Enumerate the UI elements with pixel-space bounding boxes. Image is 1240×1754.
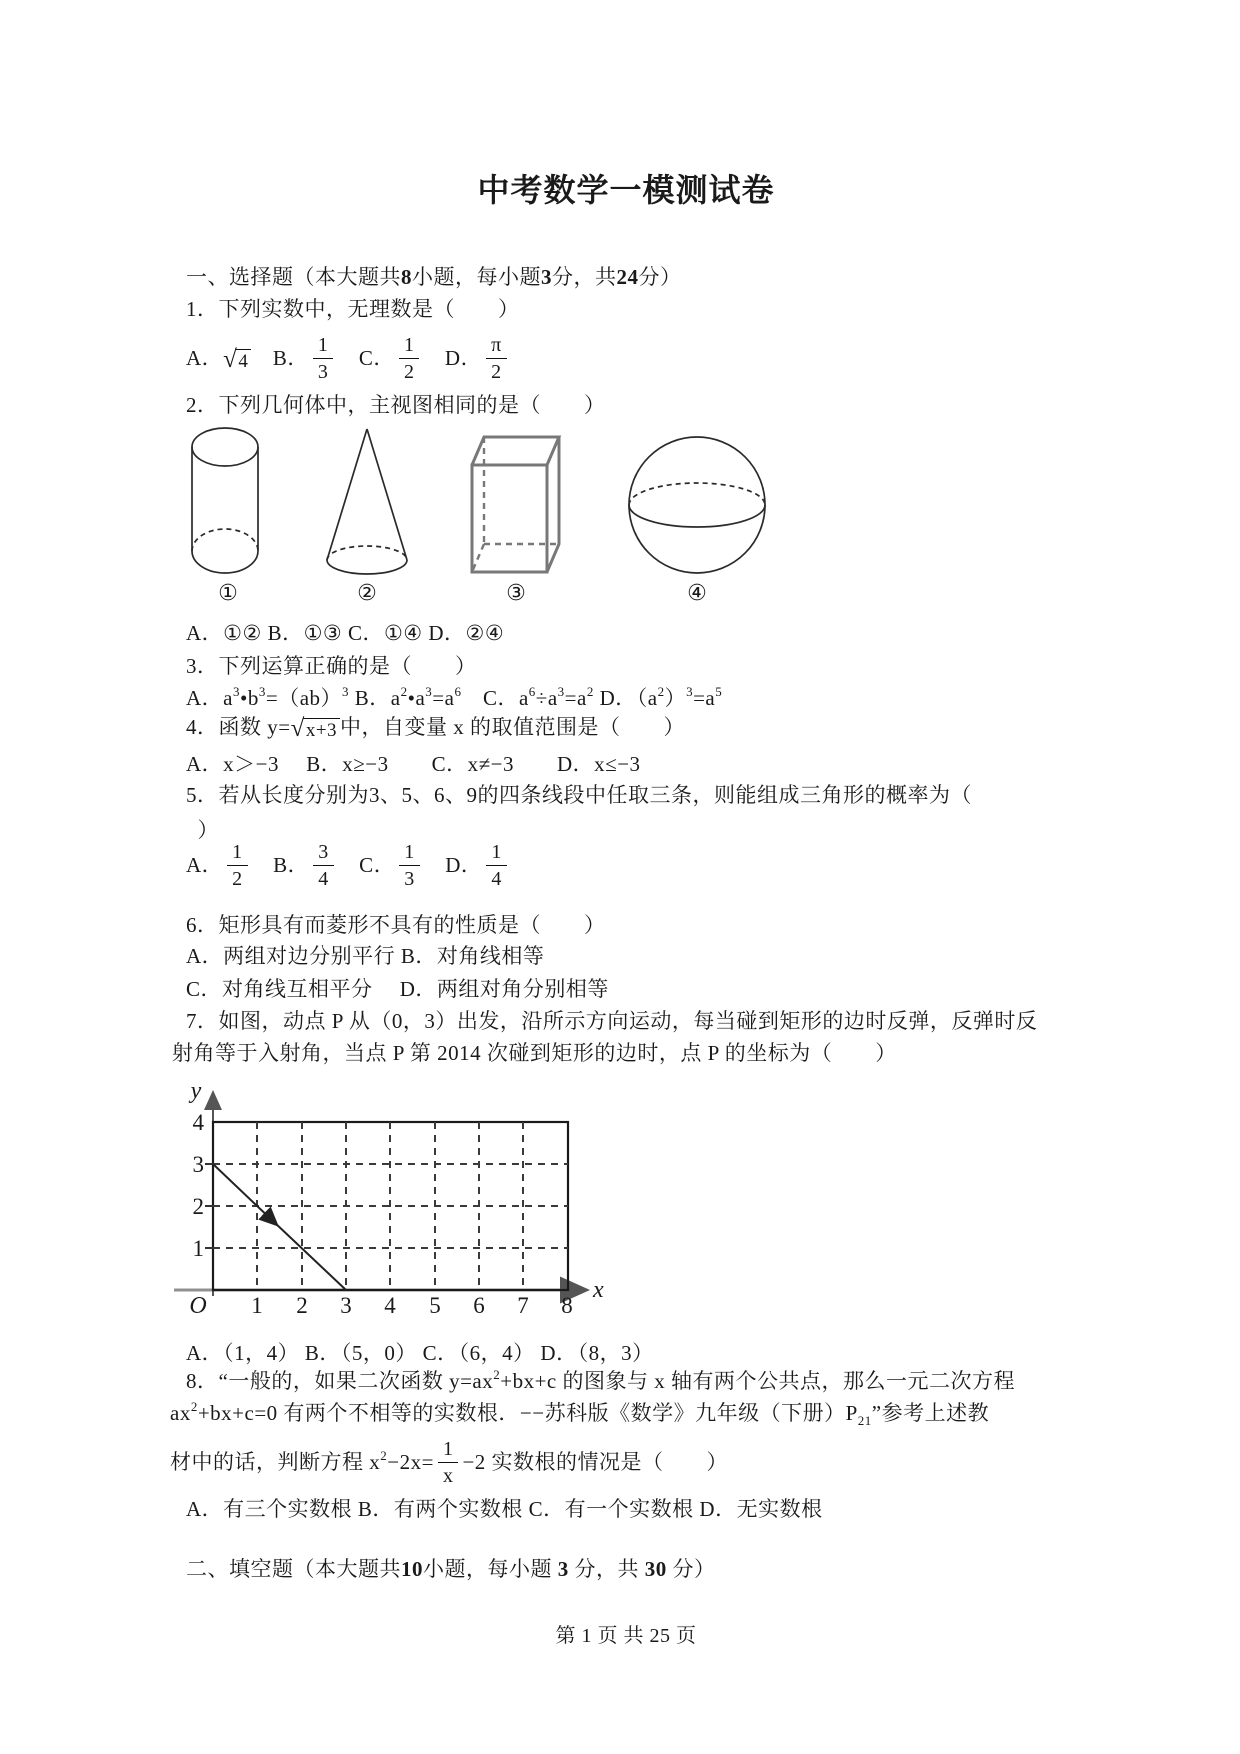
- point-path: [213, 1164, 346, 1290]
- question-1: 1．下列实数中，无理数是（ ）: [186, 297, 520, 321]
- x-tick: 6: [473, 1293, 485, 1318]
- x-axis-label: x: [593, 1277, 604, 1303]
- section-2-header: 二、填空题（本大题共10小题，每小题 3 分，共 30 分）: [186, 1557, 716, 1581]
- page-footer: 第 1 页 共 25 页: [555, 1625, 697, 1647]
- origin-label: O: [189, 1293, 207, 1319]
- solid-cylinder: [192, 428, 258, 573]
- question-5-line2: ）: [176, 818, 219, 842]
- y-tick: 3: [192, 1152, 204, 1177]
- solid-cone: [327, 429, 407, 574]
- question-4-options: A．x＞−3 B．x≥−3 C．x≠−3 D．x≤−3: [186, 752, 641, 776]
- question-2: 2．下列几何体中，主视图相同的是（ ）: [186, 393, 606, 417]
- question-1-options: A． √ 4 B． $\frac{1}{3}$ C． $\frac{1}{2}$ D． $\frac{\pi}{2}$: [186, 336, 511, 384]
- question-2-options: A．①② B．①③ C．①④ D．②④: [186, 621, 505, 645]
- question-3-options: A．$a^3•b^3=(ab)^3$ B．$a^2•a^3=a^6$ C．$a^6\div a^3=a^2$ D．$(a^2)^3=a^5$: [186, 684, 723, 710]
- question-6-options-cd: C．对角线互相平分 D．两组对角分别相等: [186, 977, 609, 1001]
- question-8-line3: 材中的话，判断方程 $x^2-2x=$ $\frac{1}{x}$ −2 实数根的情况是（ ）: [170, 1438, 729, 1487]
- y-tick: 1: [192, 1236, 204, 1261]
- grid-lines: [213, 1122, 568, 1290]
- figure-label-1: ①: [218, 581, 238, 606]
- x-tick: 5: [429, 1293, 441, 1318]
- question-8-options: A．有三个实数根 B．有两个实数根 C．有一个实数根 D．无实数根: [186, 1497, 823, 1521]
- x-tick: 7: [517, 1293, 529, 1318]
- question-5-options: A． $\frac{1}{2}$ B． $\frac{3}{4}$ C． $\frac{1}{3}$ D． $\frac{1}{4}$: [186, 843, 511, 891]
- question-8-line2: $ax^2+bx+c=0$ 有两个不相等的实数根．−−苏科版《数学》九年级（下册）$P_{21}$”参考上述教: [170, 1399, 990, 1428]
- question-7-line2: 射角等于入射角，当点 P 第 2014 次碰到矩形的边时，点 P 的坐标为（ ）: [172, 1041, 897, 1065]
- question-3: 3．下列运算正确的是（ ）: [186, 654, 477, 678]
- solid-sphere: [629, 437, 765, 573]
- y-tick: 2: [192, 1194, 204, 1219]
- y-tick: 4: [192, 1110, 204, 1135]
- figure-label-3: ③: [506, 581, 526, 606]
- question-6-options-ab: A．两组对边分别平行 B．对角线相等: [186, 944, 545, 968]
- question-8-line1: 8．“一般的，如果二次函数 $y=ax^2+bx+c$ 的图象与 x 轴有两个公共点，那么一元二次方程: [186, 1367, 1015, 1393]
- x-tick: 1: [251, 1293, 263, 1318]
- figure-label-2: ②: [357, 581, 377, 606]
- x-tick: 4: [384, 1293, 396, 1318]
- x-tick: 2: [296, 1293, 308, 1318]
- figure-label-4: ④: [687, 581, 707, 606]
- y-axis-label: y: [190, 1078, 202, 1104]
- section-1-header: 一、选择题（本大题共8小题，每小题3分，共24分）: [186, 265, 682, 289]
- question-4: 4．函数 y= √ x+3 中，自变量 x 的取值范围是（ ）: [186, 715, 686, 742]
- figure-graph: [160, 1075, 640, 1325]
- x-tick: 3: [340, 1293, 352, 1318]
- question-7-line1: 7．如图，动点 P 从（0，3）出发，沿所示方向运动，每当碰到矩形的边时反弹，反弹时反: [186, 1009, 1038, 1033]
- question-5: 5．若从长度分别为3、5、6、9的四条线段中任取三条，则能组成三角形的概率为（: [186, 783, 972, 807]
- solid-cuboid: [472, 437, 559, 572]
- page-title: 中考数学一模测试卷: [477, 172, 775, 208]
- question-6: 6．矩形具有而菱形不具有的性质是（ ）: [186, 913, 606, 937]
- x-tick: 8: [561, 1293, 573, 1318]
- question-7-options: A．（1，4） B．（5，0） C．（6，4） D．（8，3）: [186, 1341, 654, 1365]
